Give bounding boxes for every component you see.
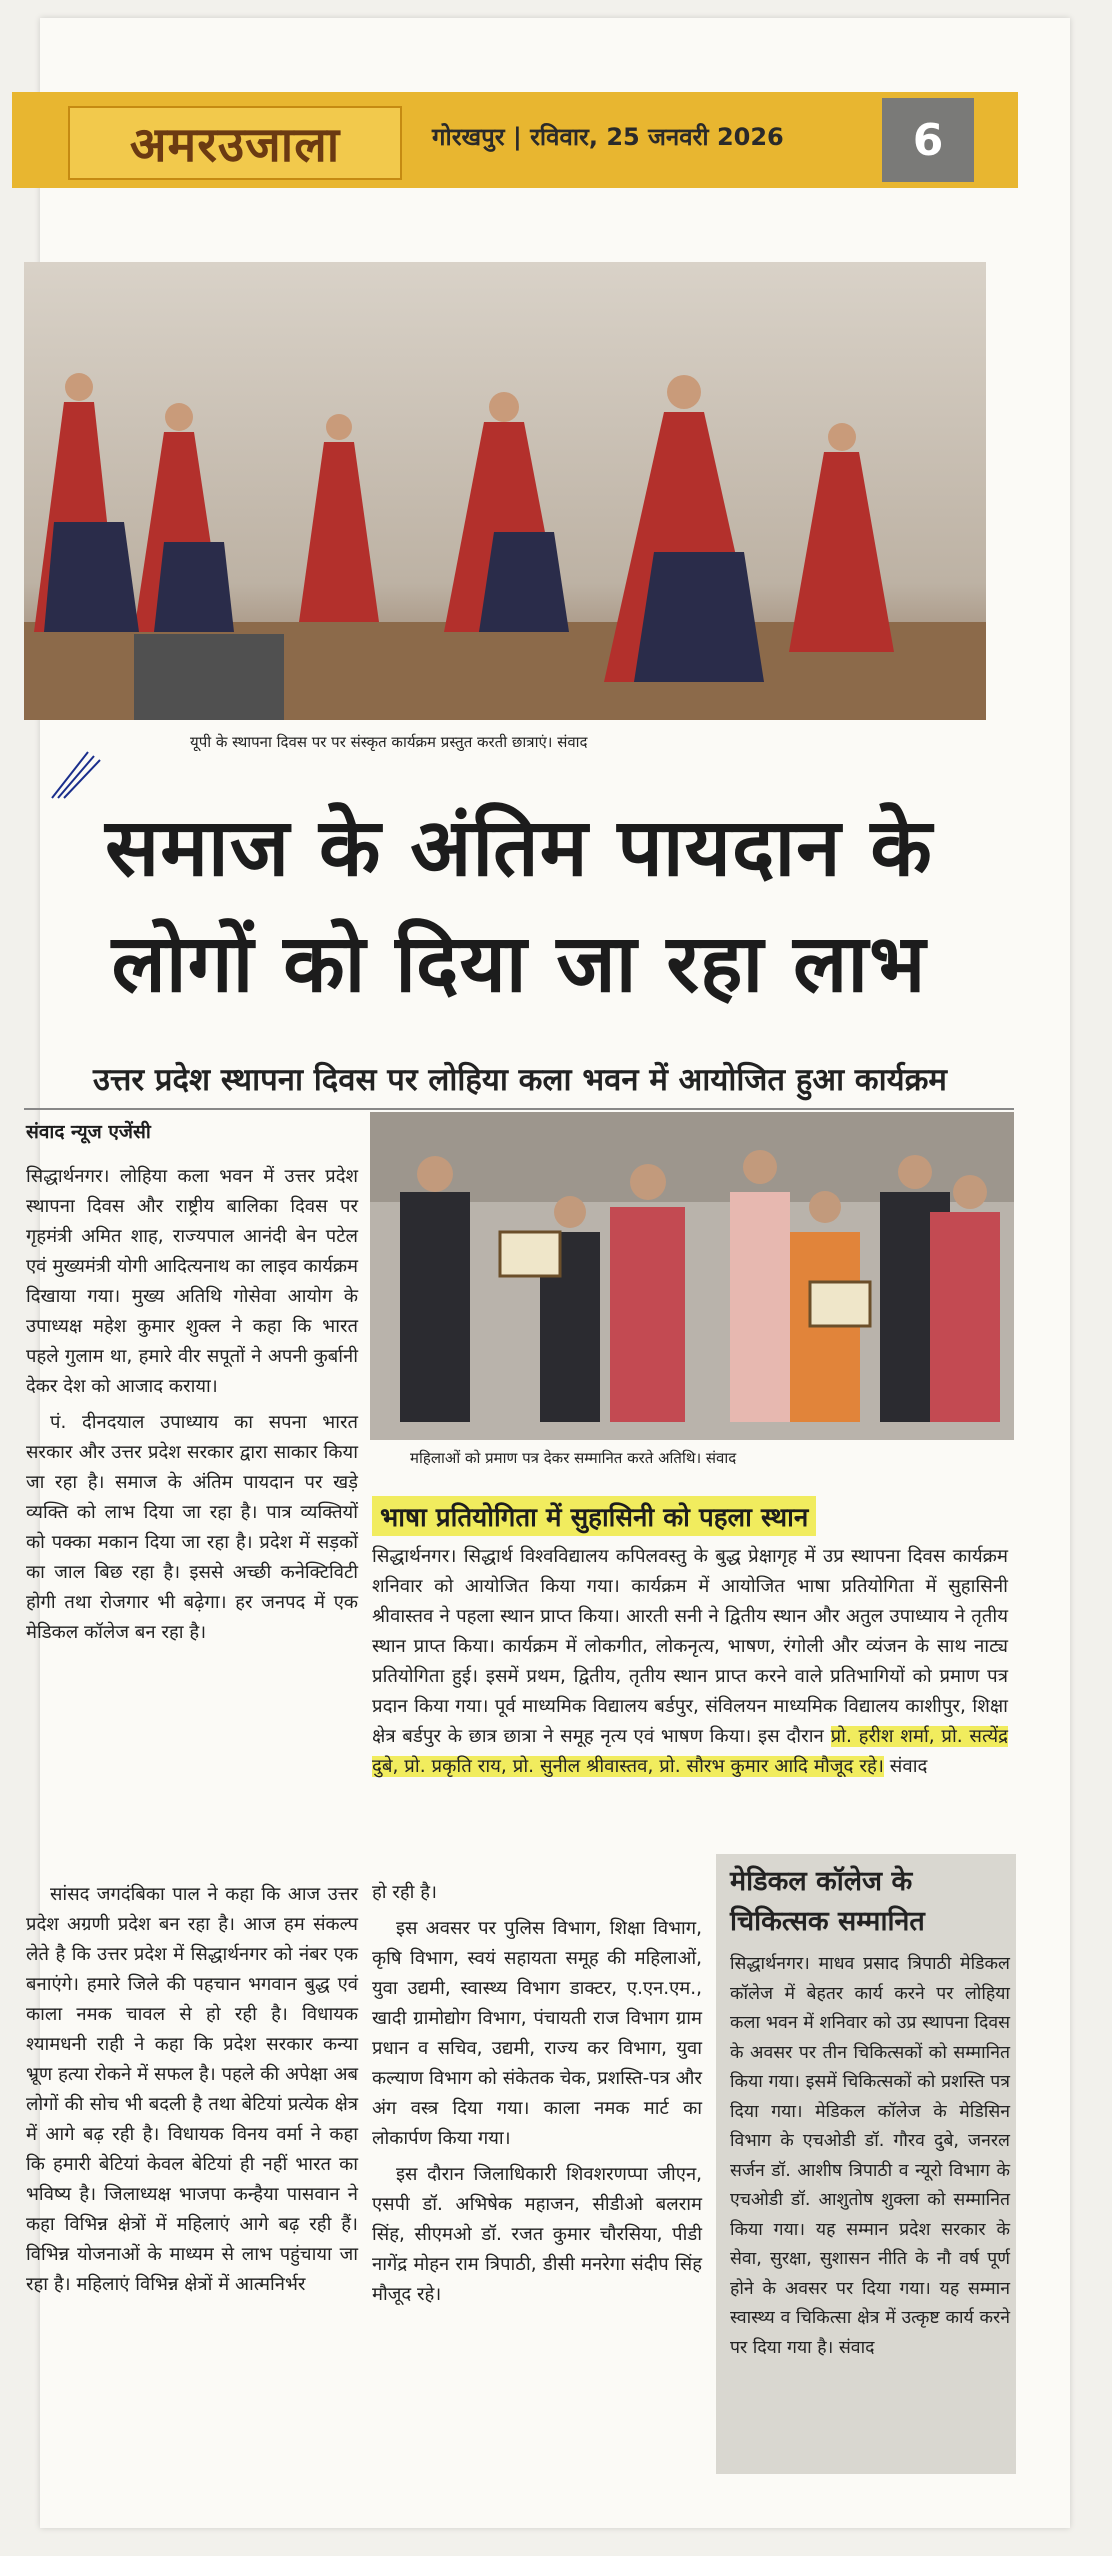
paragraph: हो रही है।: [372, 1882, 438, 1903]
sidebar-body: [730, 1950, 1010, 2369]
sidebar-heading: मेडिकल कॉलेज के चिकित्सक सम्मानित: [730, 1866, 925, 1937]
byline: संवाद न्यूज एजेंसी: [26, 1121, 151, 1143]
headline: [24, 790, 1014, 1022]
page-number: 6: [882, 98, 974, 182]
logo-text: अमरउजाला: [129, 116, 341, 173]
story2-credit: संवाद: [889, 1756, 928, 1777]
story-column-1b: [26, 1880, 358, 2306]
story-column-1: [26, 1162, 358, 1654]
story2-text: सिद्धार्थनगर। सिद्धार्थ विश्वविद्यालय कपिलवस्तु के बुद्ध प्रेक्षागृह में उप्र स्थापना दिवस कार्यक्रम शनिवार को आयोजित किया गया। कार्यक्रम में आयोजित भाषा प्रतियोगिता में सुहासिनी श्रीवास्तव ने पहला स्थान प्राप्त किया। आरती सनी ने द्वितीय स्थान और अतुल उपाध्याय ने तृतीय स्थान प्राप्त किया। कार्यक्रम में लोकगीत, लोकनृत्य, भाषण, रंगोली और व्यंजन के साथ नाट्य प्रतियोगिता हुई। इसमें प्रथम, द्वितीय, तृतीय स्थान प्राप्त करने वाले प्रतिभागियों को प्रमाण पत्र प्रदान किया गया। पूर्व माध्यमिक विद्यालय बर्डपुर, संविलयन माध्यमिक विद्यालय काशीपुर, शिक्षा क्षेत्र बर्डपुर के छात्र छात्रा ने समूह नृत्य एवं भाषण किया। इस दौरान: [372, 1546, 1008, 1747]
photo1-caption: यूपी के स्थापना दिवस पर पर संस्कृत कार्यक्रम प्रस्तुत करती छात्राएं। संवाद: [190, 733, 588, 751]
award-photo: [370, 1112, 1014, 1440]
paragraph: सांसद जगदंबिका पाल ने कहा कि आज उत्तर प्रदेश अग्रणी प्रदेश बन रहा है। आज हम संकल्प लेते है कि उत्तर प्रदेश में सिद्धार्थनगर को नंबर एक बनाएंगे। हमारे जिले की पहचान भगवान बुद्ध एवं काला नमक चावल से हो रही है। विधायक श्यामधनी राही ने कहा कि प्रदेश सरकार कन्या भ्रूण हत्या रोकने में सफल है। पहले की अपेक्षा अब लोगों की सोच भी बदली है तथा बेटियां प्रत्येक क्षेत्र में आगे बढ़ रही है। विधायक विनय वर्मा ने कहा कि हमारी बेटियां केवल बेटियां ही नहीं भारत का भविष्य है। जिलाध्यक्ष भाजपा कन्हैया पासवान ने कहा विभिन्न क्षेत्रों में महिलाएं आगे बढ़ रही हैं। विभिन्न योजनाओं के माध्यम से लाभ पहुंचाया जा रहा है। महिलाएं विभिन्न क्षेत्रों में आत्मनिर्भर: [26, 1884, 358, 2295]
paragraph: सिद्धार्थनगर। लोहिया कला भवन में उत्तर प्रदेश स्थापना दिवस और राष्ट्रीय बालिका दिवस पर गृहमंत्री अमित शाह, राज्यपाल आनंदी बेन पटेल एवं मुख्यमंत्री योगी आदित्यनाथ का लाइव कार्यक्रम दिखाया गया। मुख्य अतिथि गोसेवा आयोग के उपाध्यक्ष महेश कुमार शुक्ल ने कहा कि भारत पहले गुलाम था, हमारे वीर सपूतों ने अपनी कुर्बानी देकर देश को आजाद कराया।: [26, 1166, 358, 1397]
subheadline: उत्तर प्रदेश स्थापना दिवस पर लोहिया कला भवन में आयोजित हुआ कार्यक्रम: [93, 1062, 947, 1098]
headline-line2: लोगों को दिया जा रहा लाभ: [111, 917, 927, 1010]
dateline: गोरखपुर | रविवार, 25 जनवरी 2026: [432, 123, 784, 151]
paragraph: इस दौरान जिलाधिकारी शिवशरणप्पा जीएन, एसपी डॉ. अभिषेक महाजन, सीडीओ बलराम सिंह, सीएमओ डॉ. रजत कुमार चौरसिया, पीडी नागेंद्र मोहन राम त्रिपाठी, डीसी मनरेगा संदीप सिंह मौजूद रहे।: [372, 2164, 702, 2305]
dance-photo: [24, 262, 986, 720]
paragraph: सिद्धार्थनगर। माधव प्रसाद त्रिपाठी मेडिकल कॉलेज में बेहतर कार्य करने पर लोहिया कला भवन में शनिवार को उप्र स्थापना दिवस के अवसर पर तीन चिकित्सकों को सम्मानित किया गया। इसमें चिकित्सकों को प्रशस्ति पत्र दिया गया। मेडिकल कॉलेज के मेडिसिन विभाग के एचओडी डॉ. गौरव दुबे, जनरल सर्जन डॉ. आशीष त्रिपाठी व न्यूरो विभाग के एचओडी डॉ. आशुतोष शुक्ला को सम्मानित किया गया। यह सम्मान प्रदेश सरकार के सेवा, सुरक्षा, सुशासन नीति के नौ वर्ष पूर्ण होने के अवसर पर दिया गया। यह सम्मान स्वास्थ्य व चिकित्सा क्षेत्र में उत्कृष्ट कार्य करने पर दिया गया है। संवाद: [730, 1954, 1010, 2358]
paragraph: इस अवसर पर पुलिस विभाग, शिक्षा विभाग, कृषि विभाग, स्वयं सहायता समूह की महिलाओं, युवा उद्यमी, स्वास्थ्य विभाग डाक्टर, ए.एन.एम., खादी ग्रामोद्योग विभाग, पंचायती राज विभाग ग्राम प्रधान व सचिव, उद्यमी, राज्य कर विभाग, युवा कल्याण विभाग को संकेतक चेक, प्रशस्ति-पत्र और अंग वस्त्र दिया गया। काला नमक मार्ट का लोकार्पण किया गया।: [372, 1918, 703, 2149]
masthead: [12, 92, 1018, 188]
headline-line1: समाज के अंतिम पायदान के: [105, 801, 933, 894]
story2-heading: भाषा प्रतियोगिता में सुहासिनी को पहला स्थान: [372, 1496, 816, 1536]
newspaper-logo: [68, 106, 402, 180]
paragraph: पं. दीनदयाल उपाध्याय का सपना भारत सरकार और उत्तर प्रदेश सरकार द्वारा साकार किया जा रहा है। समाज के अंतिम पायदान पर खड़े व्यक्ति को लाभ दिया जा रहा है। पात्र व्यक्तियों को पक्का मकान दिया जा रहा है। प्रदेश में सड़कों का जाल बिछ रहा है। इससे अच्छी कनेक्टिविटी होगी तथा रोजगार भी बढ़ेगा। हर जनपद में एक मेडिकल कॉलेज बन रहा है।: [26, 1412, 358, 1643]
story-column-2: [372, 1878, 702, 2316]
story2-body: [372, 1542, 1008, 1782]
story2-highlight: प्रो. हरीश शर्मा, प्रो. सत्येंद्र दुबे, प्रो. प्रकृति राय, प्रो. सुनील श्रीवास्तव, प्रो. सौरभ कुमार आदि मौजूद रहे।: [372, 1726, 1008, 1777]
photo2-caption: महिलाओं को प्रमाण पत्र देकर सम्मानित करते अतिथि। संवाद: [410, 1449, 737, 1467]
divider: [24, 1108, 1014, 1110]
